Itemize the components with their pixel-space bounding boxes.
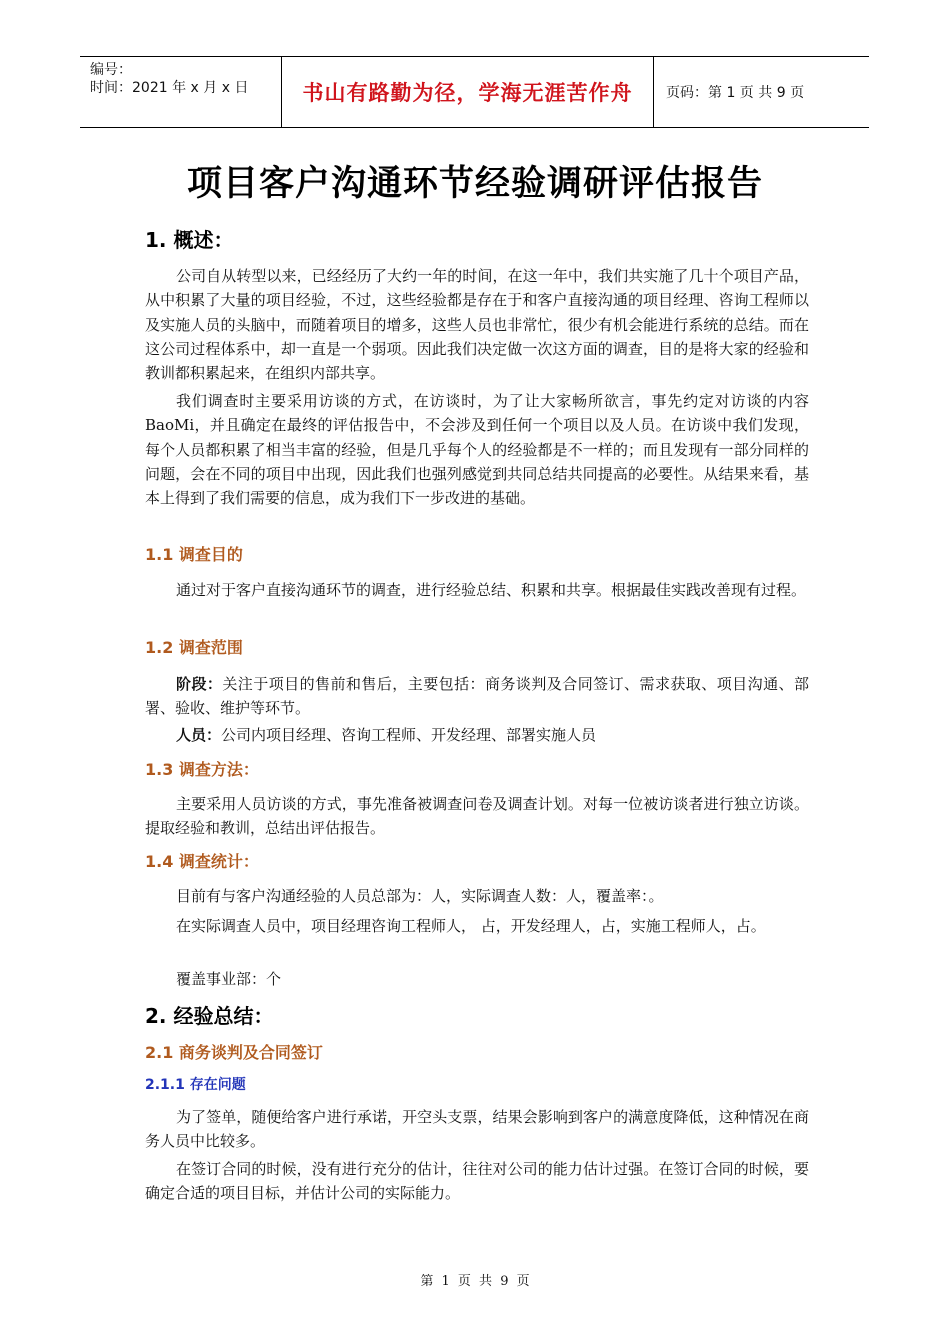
section-1-2-people-paragraph [145, 723, 809, 747]
document-date-label: 时间：2021 年 x 月 x 日 [90, 80, 249, 96]
section-1-paragraph-1: 公司自从转型以来，已经经历了大约一年的时间，在这一年中，我们共实施了几十个项目产品，从中积累了大量的项目经验，不过，这些经验都是存在于和客户直接沟通的项目经理、咨询工程师以及实施人员的头脑中，而随着项目的增多，这些人员也非常忙，很少有机会能进行系统的总结。而在这公司过程体系中，却一直是一个弱项。因此我们决定做一次这方面的调查，目的是将大家的经验和教训都积累起来，在组织内部共享。 [145, 267, 809, 383]
section-1-4-paragraph-1: 目前有与客户沟通经验的人员总部为：人，实际调查人数：人，覆盖率：。 [176, 887, 664, 905]
header-table [80, 56, 869, 128]
people-label: 人员： [176, 726, 222, 744]
section-1-heading: 1. 概述： [145, 228, 234, 252]
section-1-4-paragraph-3: 覆盖事业部：个 [176, 970, 282, 988]
section-1-1-paragraph: 通过对于客户直接沟通环节的调查，进行经验总结、积累和共享。根据最佳实践改善现有过程。 [176, 581, 807, 599]
document-number-label: 编号： [90, 62, 132, 78]
header-motto-cell [281, 57, 654, 127]
header-motto: 书山有路勤为径，学海无涯苦作舟 [302, 81, 633, 105]
section-2-1-heading: 2.1 商务谈判及合同签订 [145, 1043, 323, 1062]
section-1-3-heading: 1.3 调查方法： [145, 760, 259, 779]
section-2-1-1-heading: 2.1.1 存在问题 [145, 1077, 246, 1093]
header-page-number: 页码：第 1 页 共 9 页 [666, 85, 805, 101]
document-title: 项目客户沟通环节经验调研评估报告 [186, 164, 763, 204]
stage-text: 关注于项目的售前和售后，主要包括：商务谈判及合同签订、需求获取、项目沟通、部署、验收、维护等环节。 [145, 675, 809, 718]
section-2-1-1-paragraph-2: 在签订合同的时候，没有进行充分的估计，往往对公司的能力估计过强。在签订合同的时候，要确定合适的项目目标，并估计公司的实际能力。 [145, 1160, 809, 1203]
people-text: 公司内项目经理、咨询工程师、开发经理、部署实施人员 [221, 726, 597, 744]
section-1-2-heading: 1.2 调查范围 [145, 638, 243, 657]
page-footer: 第 1 页 共 9 页 [420, 1274, 530, 1289]
section-1-3-paragraph: 主要采用人员访谈的方式，事先准备被调查问卷及调查计划。对每一位被访谈者进行独立访谈。提取经验和教训，总结出评估报告。 [145, 795, 809, 838]
section-1-4-heading: 1.4 调查统计： [145, 852, 259, 871]
header-meta [80, 57, 281, 127]
section-1-4-paragraph-2: 在实际调查人员中，项目经理咨询工程师人， 占，开发经理人，占，实施工程师人，占。 [176, 917, 766, 935]
header-page-cell [654, 57, 869, 127]
section-2-1-1-paragraph-1: 为了签单，随便给客户进行承诺，开空头支票，结果会影响到客户的满意度降低，这种情况在商务人员中比较多。 [145, 1108, 809, 1151]
section-1-paragraph-2: 我们调查时主要采用访谈的方式，在访谈时，为了让大家畅所欲言，事先约定对访谈的内容 BaoMi，并且确定在最终的评估报告中，不会涉及到任何一个项目以及人员。在访谈中我们发现，每个人员都积累了相当丰富的经验，但是几乎每个人的经验都是不一样的；而且发现有一部分同样的问题，会在不同的项目中出现，因此我们也强列感觉到共同总结共同提高的必要性。从结果来看，基本上得到了我们需要的信息，成为我们下一步改进的基础。 [145, 392, 809, 508]
section-1-2-stage-paragraph [145, 672, 809, 721]
section-1-1-heading: 1.1 调查目的 [145, 545, 243, 564]
stage-label: 阶段： [176, 675, 223, 693]
section-2-heading: 2. 经验总结： [145, 1004, 274, 1028]
